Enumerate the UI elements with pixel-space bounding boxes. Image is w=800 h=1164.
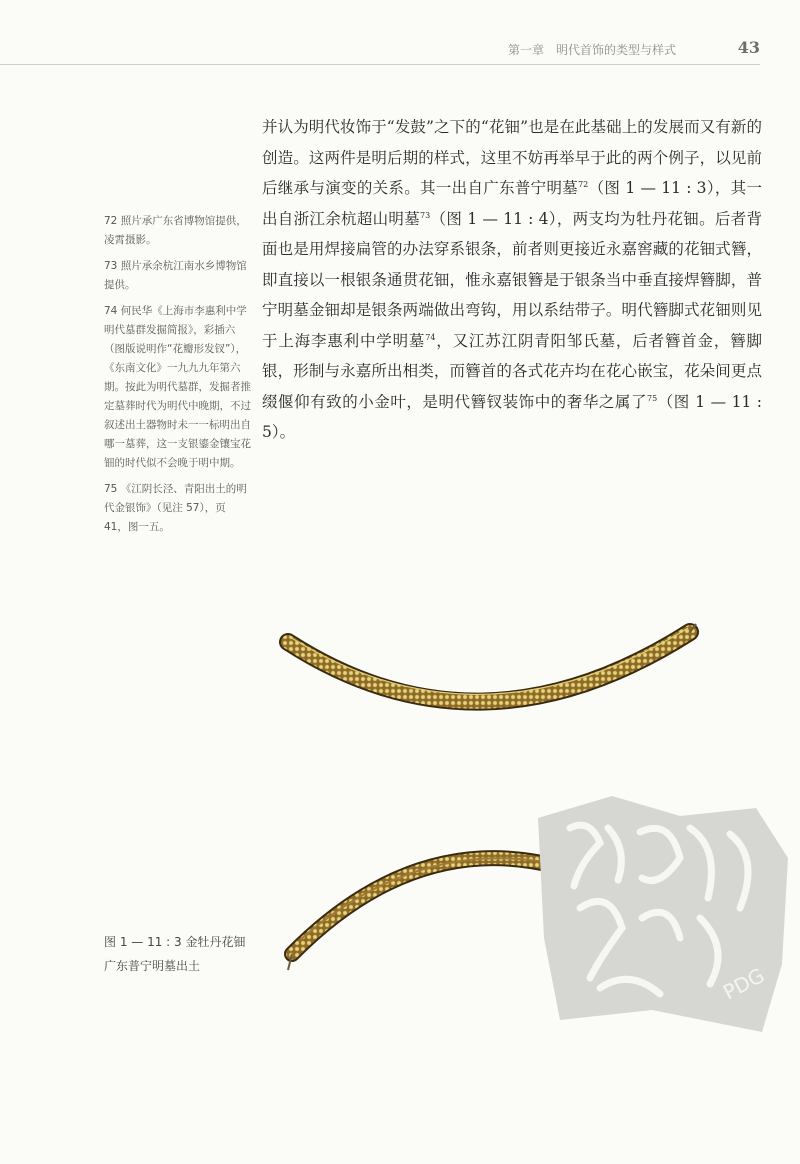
footnote-marker: 75 <box>647 393 658 403</box>
watermark-text: PDG <box>719 963 769 1005</box>
footnote-marker: 74 <box>425 332 436 342</box>
body-text-run: （图 1 — 11 : 5）。 <box>262 392 762 441</box>
body-text-run: ，又江苏江阴青阳邹氏墓，后者簪首金，簪脚银，形制与永嘉所出相类，而簪首的各式花卉均在花心嵌宝，花朵间更点缀偃仰有致的小金叶，是明代簪钗装饰中的奢华之属了 <box>262 331 762 411</box>
page-number: 43 <box>737 38 760 57</box>
body-text-run: 并认为明代妆饰于“发鼓”之下的“花钿”也是在此基础上的发展而又有新的创造。这两件是明后期的样式，这里不妨再举早于此的两个例子，以见前后继承与演变的关系。其一出自广东普宁明墓 <box>262 118 762 197</box>
body-paragraph <box>262 112 762 448</box>
sidenotes <box>104 212 252 544</box>
note-72: 72 照片承广东省博物馆提供，凌霄摄影。 <box>104 215 247 246</box>
watermark-seal <box>530 788 792 1038</box>
footnote-marker: 72 <box>578 179 589 189</box>
main-text <box>262 112 762 448</box>
footnote-marker: 73 <box>420 210 431 220</box>
note-73: 73 照片承余杭江南水乡博物馆提供。 <box>104 260 247 291</box>
note-75: 75 《江阴长泾、青阳出土的明代金银饰》（见注 57），页 41，图一五。 <box>104 483 247 533</box>
body-text-run: （图 1 — 11 : 4），两支均为牡丹花钿。后者背面也是用焊接扁管的办法穿系银条，前者则更接近永嘉窖藏的花钿式簪，即直接以一根银条通贯花钿，惟永嘉银簪是于银条当中垂直接焊簪脚，普宁明墓金钿却是银条两端做出弯钩，用以系结带子。明代簪脚式花钿则见于上海李惠利中学明墓 <box>262 209 762 350</box>
chapter-title: 第一章 明代首饰的类型与样式 <box>508 43 677 57</box>
note-74: 74 何民华《上海市李惠利中学明代墓群发掘简报》，彩插六（图版说明作“花瓣形发钗”），《东南文化》一九九九年第六期。按此为明代墓群，发掘者推定墓葬时代为明代中晚期，不过叙述出土器物时未一一标明出自哪一墓葬，这一支银鎏金镶宝花钿的时代似不会晚于明中期。 <box>104 305 251 469</box>
figure-caption: 图 1 — 11 : 3 金牡丹花钿 广东普宁明墓出土 <box>104 935 246 973</box>
header-rule <box>0 64 760 65</box>
body-text-run: （图 1 — 11 : 3），其一出自浙江余杭超山明墓 <box>262 179 762 228</box>
watermark-seal-image <box>530 788 792 1038</box>
running-header <box>470 38 760 62</box>
